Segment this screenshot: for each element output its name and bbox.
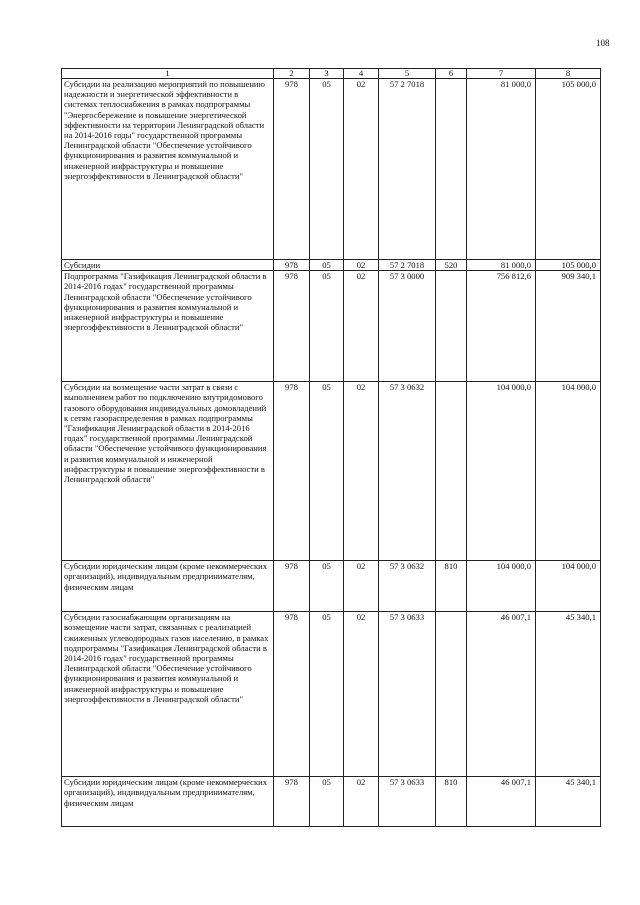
cell-col7: 46 007,1	[467, 777, 536, 827]
row-description: Субсидии юридическим лицам (кроме некоммерческих организаций), индивидуальным предпринимателям, физическим лицам	[62, 777, 274, 827]
cell-col2: 978	[274, 612, 310, 777]
table-row	[62, 612, 601, 777]
header-cell-5: 5	[379, 69, 436, 79]
budget-table	[61, 68, 601, 827]
cell-col5: 57 3 0000	[379, 271, 436, 382]
cell-col6: 810	[436, 777, 467, 827]
cell-col8: 105 000,0	[536, 260, 601, 271]
cell-col3: 05	[310, 382, 344, 561]
row-description: Подпрограмма "Газификация Ленинградской области в 2014-2016 годах" государственной программы Ленинградской области "Обеспечение устойчивого функционирования и развития коммунальной и инженерной инфраструктуры и повышение энергоэффективности в Ленинградской области"	[62, 271, 274, 382]
cell-col2: 978	[274, 382, 310, 561]
cell-col8: 104 000,0	[536, 382, 601, 561]
cell-col8: 104 000,0	[536, 561, 601, 612]
cell-col7: 81 000,0	[467, 79, 536, 260]
header-cell-7: 7	[467, 69, 536, 79]
cell-col2: 978	[274, 79, 310, 260]
table-row	[62, 777, 601, 827]
cell-col3: 05	[310, 612, 344, 777]
row-description: Субсидии на возмещение части затрат в связи с выполнением работ по подключению внутридомового газового оборудования индивидуальных домовладений к сетям газораспределения в рамках подпрограммы "Газификация Ленинградской области в 2014-2016 годах" государственной программы Ленинградской области "Обеспечение устойчивого функционирования и развития коммунальной и инженерной инфраструктуры и повышение энергоэффективности в Ленинградской области"	[62, 382, 274, 561]
header-row	[62, 69, 601, 79]
cell-col5: 57 2 7018	[379, 79, 436, 260]
cell-col6: 810	[436, 561, 467, 612]
cell-col3: 05	[310, 260, 344, 271]
cell-col3: 05	[310, 271, 344, 382]
cell-col4: 02	[344, 382, 379, 561]
cell-col6: 520	[436, 260, 467, 271]
cell-col4: 02	[344, 271, 379, 382]
header-cell-4: 4	[344, 69, 379, 79]
cell-col2: 978	[274, 777, 310, 827]
row-description: Субсидии юридическим лицам (кроме некоммерческих организаций), индивидуальным предпринимателям, физическим лицам	[62, 561, 274, 612]
header-cell-8: 8	[536, 69, 601, 79]
header-cell-6: 6	[436, 69, 467, 79]
cell-col6	[436, 79, 467, 260]
row-description: Субсидии	[62, 260, 274, 271]
header-cell-2: 2	[274, 69, 310, 79]
cell-col3: 05	[310, 777, 344, 827]
cell-col3: 05	[310, 79, 344, 260]
cell-col2: 978	[274, 260, 310, 271]
row-description: Субсидии газоснабжающим организациям на возмещение части затрат, связанных с реализацией сжиженных углеводородных газов населению, в рамках подпрограммы "Газификация Ленинградской области в 2014-2016 годах" государственной программы Ленинградской области "Обеспечение устойчивого функционирования и развития коммунальной и инженерной инфраструктуры и повышение энергоэффективности в Ленинградской области"	[62, 612, 274, 777]
table-row	[62, 382, 601, 561]
cell-col2: 978	[274, 271, 310, 382]
cell-col8: 45 340,1	[536, 777, 601, 827]
page-number: 108	[596, 38, 610, 48]
header-cell-1: 1	[62, 69, 274, 79]
cell-col4: 02	[344, 260, 379, 271]
cell-col5: 57 2 7018	[379, 260, 436, 271]
cell-col4: 02	[344, 561, 379, 612]
cell-col5: 57 3 0633	[379, 777, 436, 827]
cell-col4: 02	[344, 79, 379, 260]
cell-col4: 02	[344, 777, 379, 827]
cell-col8: 909 340,1	[536, 271, 601, 382]
cell-col4: 02	[344, 612, 379, 777]
cell-col7: 104 000,0	[467, 561, 536, 612]
cell-col8: 45 340,1	[536, 612, 601, 777]
table-row	[62, 561, 601, 612]
cell-col7: 104 000,0	[467, 382, 536, 561]
cell-col7: 756 812,6	[467, 271, 536, 382]
cell-col6	[436, 271, 467, 382]
cell-col5: 57 3 0633	[379, 612, 436, 777]
header-cell-3: 3	[310, 69, 344, 79]
table-row	[62, 271, 601, 382]
cell-col5: 57 3 0632	[379, 382, 436, 561]
cell-col7: 81 000,0	[467, 260, 536, 271]
cell-col6	[436, 382, 467, 561]
row-description: Субсидии на реализацию мероприятий по повышению надежности и энергетической эффективности в системах теплоснабжения в рамках подпрограммы "Энергосбережение и повышение энергетической эффективности на территории Ленинградской области на 2014-2016 годы" государственной программы Ленинградской области "Обеспечение устойчивого функционирования и развития коммунальной и инженерной инфраструктуры и повышение энергоэффективности в Ленинградской области"	[62, 79, 274, 260]
cell-col5: 57 3 0632	[379, 561, 436, 612]
table-row	[62, 260, 601, 271]
cell-col2: 978	[274, 561, 310, 612]
cell-col7: 46 007,1	[467, 612, 536, 777]
cell-col3: 05	[310, 561, 344, 612]
table-row	[62, 79, 601, 260]
cell-col6	[436, 612, 467, 777]
cell-col8: 105 000,0	[536, 79, 601, 260]
